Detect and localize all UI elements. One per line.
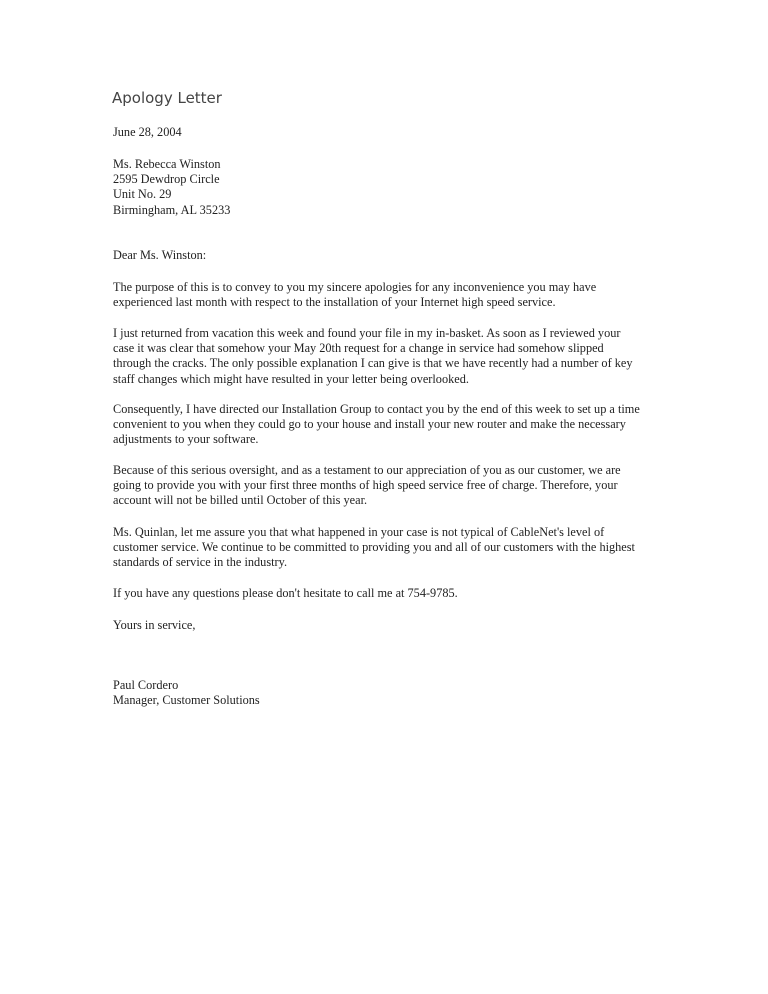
signature-block [113, 678, 653, 708]
paragraph-line: going to provide you with your first three months of high speed service free of charge. Therefore, your [113, 478, 618, 493]
closing: Yours in service, [113, 618, 196, 632]
salutation: Dear Ms. Winston: [113, 248, 207, 262]
paragraph-line: customer service. We continue to be committed to providing you and all of our customers with the highest [113, 540, 635, 555]
paragraph-line: account will not be billed until October of this year. [113, 493, 368, 508]
paragraph-line: If you have any questions please don't hesitate to call me at 754-9785. [113, 586, 458, 600]
paragraph-line: Consequently, I have directed our Installation Group to contact you by the end of this week to set up a time [113, 402, 640, 416]
paragraph-compensation [113, 463, 653, 509]
recipient-street: 2595 Dewdrop Circle [113, 172, 220, 187]
paragraph-line: experienced last month with respect to the installation of your Internet high speed service. [113, 295, 556, 310]
paragraph-purpose [113, 280, 653, 310]
document-title: Apology Letter [112, 89, 222, 107]
paragraph-line: standards of service in the industry. [113, 555, 288, 570]
signer-name: Paul Cordero [113, 678, 179, 692]
letter-date: June 28, 2004 [113, 125, 182, 139]
paragraph-action [113, 402, 653, 448]
recipient-unit: Unit No. 29 [113, 187, 172, 202]
recipient-city: Birmingham, AL 35233 [113, 202, 231, 217]
paragraph-line: The purpose of this is to convey to you my sincere apologies for any inconvenience you may have [113, 280, 597, 294]
recipient-name: Ms. Rebecca Winston [113, 157, 221, 171]
paragraph-line: through the cracks. The only possible explanation I can give is that we have recently had a number of key [113, 356, 633, 371]
paragraph-assurance [113, 525, 653, 571]
paragraph-explanation [113, 326, 653, 387]
paragraph-line: staff changes which might have resulted in your letter being overlooked. [113, 371, 469, 386]
recipient-address [113, 157, 653, 218]
signer-title: Manager, Customer Solutions [113, 693, 260, 708]
paragraph-line: adjustments to your software. [113, 432, 259, 447]
paragraph-line: Because of this serious oversight, and as a testament to our appreciation of you as our customer, we are [113, 463, 621, 477]
paragraph-line: convenient to you when they could go to your house and install your new router and make the necessary [113, 417, 626, 432]
paragraph-line: I just returned from vacation this week and found your file in my in-basket. As soon as I reviewed your [113, 326, 621, 340]
paragraph-contact [113, 586, 653, 601]
paragraph-line: Ms. Quinlan, let me assure you that what happened in your case is not typical of CableNet's level of [113, 525, 605, 539]
paragraph-line: case it was clear that somehow your May 20th request for a change in service had somehow slipped [113, 341, 604, 356]
